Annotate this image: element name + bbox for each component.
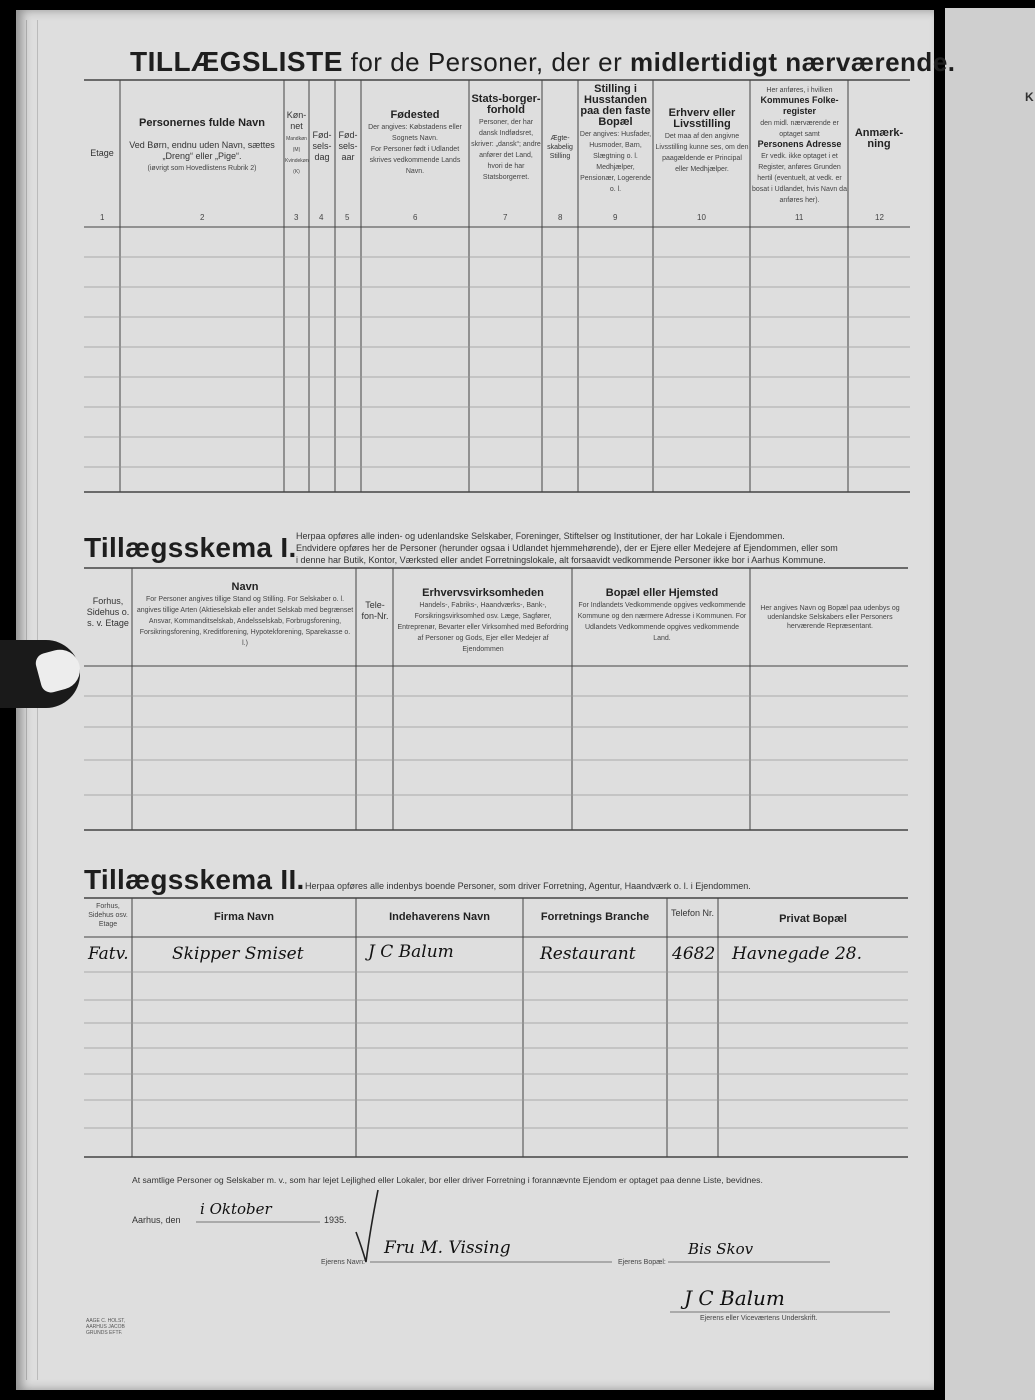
check-mark-icon [356,1190,378,1262]
col-number: 2 [200,213,205,222]
skema1-col-repraesentant: Her angives Navn og Bopæl paa udenbys og udenlandske Selskabers eller Personers herværende Repræsentant. [760,605,900,630]
list-col-statsborger [471,94,541,182]
skema1-title: Tillægsskema I. [84,532,297,563]
title-middle: for de Personer, der er [350,47,623,77]
footer-bopael-hand: Bis Skov [688,1240,754,1258]
footer-statement: At samtlige Personer og Selskaber m. v., som har lejet Lejlighed eller Lokaler, bor eller driver Forretning i forannævnte Ejendom er optaget paa denne Liste, bevidnes. [132,1175,763,1185]
skema1-col-bopael-title: Bopæl eller Hjemsted [605,587,719,599]
list-col-fodested-sub: Der angives: Købstadens eller Sognets Navn. [368,124,462,142]
table-row-indehaver: J C Balum [368,942,454,962]
skema1-col-navn [136,582,354,648]
list-col-folkeregister-mid: den midl. nærværende er optaget samt [760,120,839,138]
list-col-folkeregister-title: Kommunes Folke-register [760,95,839,116]
skema2-col-branche [525,912,665,923]
skema1-col-navn-title: Navn [231,581,259,593]
footer-year: 1935. [324,1215,347,1225]
footer-owner-hand: Fru M. Vissing [384,1238,511,1258]
skema2-col-firma-title: Firma Navn [214,911,274,923]
skema1-col-bopael [576,588,748,643]
list-col-navn [122,118,282,173]
skema2-col-bopael [720,914,906,925]
skema2-col-etage: Forhus, Sidehus osv. Etage [88,903,128,928]
list-col-kon [285,110,308,176]
table-row-branche: Restaurant [540,944,636,964]
footer-city: Aarhus, den [132,1215,181,1225]
footer-bopael-label: Ejerens Bopæl: [618,1259,666,1266]
skema1-desc-line3: i denne har Butik, Kontor, Værksted eller andet Forretningslokale, alt forsaavidt vedkommende Personer ikke bor i Aarhus Kommune. [296,555,826,565]
list-col-folkeregister-title2: Personens Adresse [757,139,842,149]
skema1-col-bopael-sub: For Indlandets Vedkommende opgives vedkommende Kommune og den nærmere Adresse i Kommunen. For Udlandets Vedkommende opgives vedkommende Land. [577,602,747,642]
list-col-kon-title: Køn-net [286,110,307,131]
table-row-etage: Fatv. [88,944,129,964]
col-number: 4 [319,213,324,222]
list-col-folkeregister-pre: Her anføres, i hvilken [766,87,833,94]
skema1-desc-line1: Herpaa opføres alle inden- og udenlandske Selskaber, Foreninger, Stiftelser og Institutioner, der har Lokale i Ejendommen. [296,531,785,541]
col-number: 3 [294,213,299,222]
col-number: 9 [613,213,618,222]
printer-mark: AAGE C. HOLST, AARHUS JACOB GRUNDS EFTF. [86,1318,126,1336]
list-col-erhverv-sub: Det maa af den angivne Livsstilling kunne ses, om den paagældende er Principal eller Medhjælper. [655,133,749,173]
skema2-description: Herpaa opføres alle indenbys boende Personer, som driver Forretning, Agentur, Haandværk o. l. i Ejendommen. [305,881,751,891]
title-bold-right: midlertidigt nærværende. [630,47,956,77]
skema1-col-navn-sub: For Personer angives tillige Stand og Stilling. For Selskaber o. l. angives tillige Arten (Aktieselskab eller andet Selskab med begrænset Ansvar, Kommanditselskab, Andelsselskab, Forbrugsforening, Forsikringsforening, Kreditforening, Hypotekforening, Sparekasse o. l.) [136,596,354,647]
list-col-stilling-sub: Der angives: Husfader, Husmoder, Barn, Slægtning o. l. Medhjælper, Pensionær, Logerende o. l. [579,131,652,193]
footer-date-hand: i Oktober [200,1200,272,1218]
list-col-fodested [363,110,467,176]
footer-sign-label: Ejerens eller Viceværtens Underskrift. [700,1315,818,1322]
list-col-erhverv [655,108,749,174]
skema2-col-branche-title: Forretnings Branche [540,911,650,923]
col-number: 6 [413,213,418,222]
facing-page-text: K [1025,90,1034,104]
list-col-erhverv-title: Erhverv eller Livsstilling [668,107,736,130]
col-number: 11 [795,213,804,222]
footer-owner-label: Ejerens Navn: [321,1259,365,1266]
list-col-folkeregister-sub: Er vedk. ikke optaget i et Register, anføres Grunden hertil (eventuelt, at vedk. er bosat i Udlandet, hvis Navn da anføres her). [752,153,847,204]
col-number: 8 [558,213,563,222]
footer-signature: J C Balum [684,1286,785,1310]
skema2-col-indehaver [358,912,521,923]
table-row-firma: Skipper Smiset [172,944,304,964]
col-number: 1 [100,213,105,222]
list-col-statsborger-sub: Personer, der har dansk Indfødsret, skriver: „dansk“; andre anfører det Land, hvori de har Statsborgerret. [471,119,541,181]
list-col-stilling [579,84,652,194]
skema2-col-indehaver-title: Indehaverens Navn [389,911,490,923]
skema1-col-erhverv-title: Erhvervsvirksomheden [422,587,544,599]
list-col-anmaerkning-title: Anmærk-ning [854,127,904,150]
skema1-col-erhverv [396,588,570,654]
list-col-navn-note: (iøvrigt som Hovedlistens Rubrik 2) [147,165,257,172]
skema2-col-firma [134,912,354,923]
list-col-statsborger-title: Stats-borger-forhold [471,93,541,116]
list-col-anmaerkning [850,128,908,150]
list-col-navn-sub: Ved Børn, endnu uden Navn, sættes „Dreng“ eller „Pige“. [129,140,275,161]
list-col-etage: Etage [90,148,114,158]
title-bold-left: TILLÆGSLISTE [130,46,343,77]
list-col-aegteskab: Ægte-skabelig Stilling [547,135,573,160]
skema1-col-etage: Forhus, Sidehus o. s. v. Etage [86,596,130,628]
table-row-telefon: 4682 [672,944,716,964]
skema2-title: Tillægsskema II. [84,864,305,895]
list-col-fodested-title: Fødested [390,109,440,121]
skema1-description [296,530,908,566]
list-col-navn-title: Personernes fulde Navn [139,117,265,129]
table-row-bopael: Havnegade 28. [732,944,862,964]
col-number: 7 [503,213,508,222]
list-col-folkeregister [752,84,847,205]
skema1-col-erhverv-sub: Handels-, Fabriks-, Haandværks-, Bank-, Forsikringsvirksomhed osv. Læge, Sagfører, Entreprenør, Bevarter eller Virksomhed med Befordring af Personer og Gods, Ejer eller Medejer af Ejendommen [397,602,569,653]
col-number: 10 [697,213,706,222]
col-number: 5 [345,213,350,222]
list-col-fodested-note: For Personer født i Udlandet skrives vedkommende Lands Navn. [369,146,461,175]
list-col-fodselsdag: Fød-sels-dag [312,130,332,162]
skema1-desc-line2: Endvidere opføres her de Personer (herunder ogsaa i Udlandet hjemmehørende), der er Ejere eller Medejere af Ejendommen, eller som [296,543,838,553]
list-col-fodselsaar: Fød-sels-aar [338,130,358,162]
skema2-col-bopael-title: Privat Bopæl [779,913,847,925]
list-col-stilling-title: Stilling i Husstanden paa den faste Bopæl [580,83,651,128]
col-number: 12 [875,213,884,222]
skema1-col-telefon: Tele-fon-Nr. [361,600,389,621]
skema2-col-telefon: Telefon Nr. [670,908,715,918]
list-col-kon-sub: Mandkøn (M) Kvindekøn (K) [285,136,309,175]
